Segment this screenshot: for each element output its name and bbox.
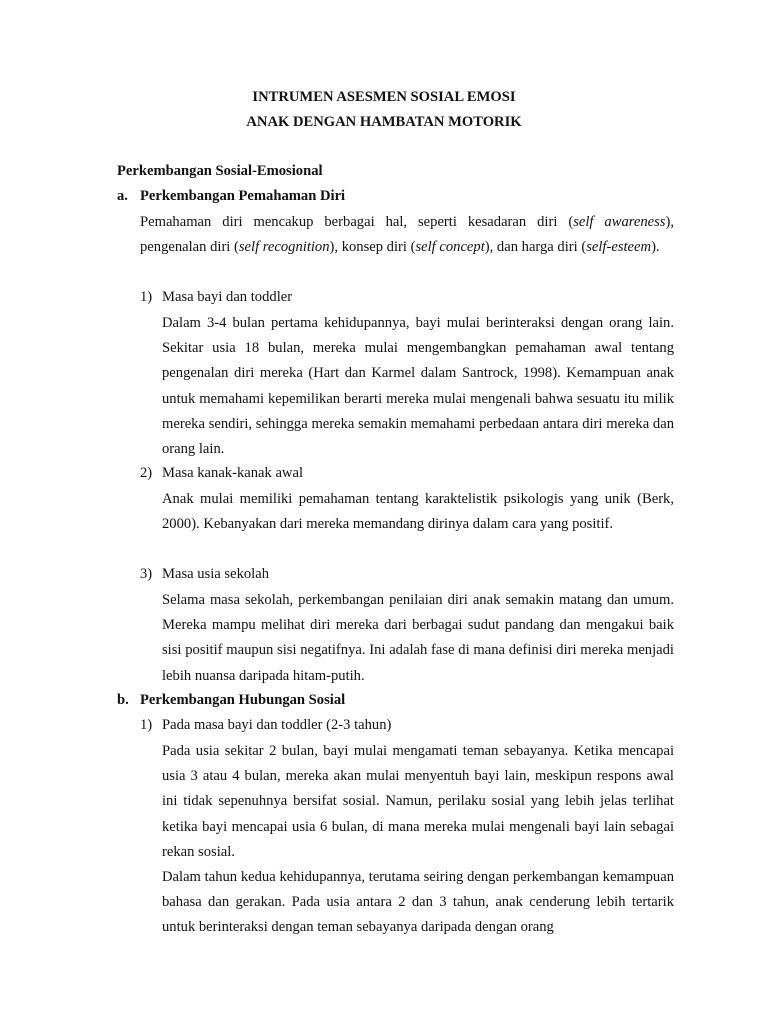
item-b1-paragraph-1: Pada usia sekitar 2 bulan, bayi mulai mengamati teman sebayanya. Ketika mencapai usia 3 atau 4 bulan, mereka akan mulai menyentuh bayi lain, meskipun respons awal ini tidak sepenuhnya bersifat sosial. Namun, perilaku sosial yang lebih jelas terlihat ketika bayi mencapai usia 6 bulan, di mana mereka mulai mengenali bayi lain sebagai rekan sosial. [162, 743, 674, 860]
part-b-heading: Perkembangan Hubungan Sosial [140, 692, 346, 708]
item-a2-title: Masa kanak-kanak awal [162, 465, 304, 481]
item-a2-paragraph: Anak mulai memiliki pemahaman tentang karaktelistik psikologis yang unik (Berk, 2000). Kebanyakan dari mereka memandang dirinya dalam cara yang positif. [162, 491, 674, 533]
item-a3-paragraph: Selama masa sekolah, perkembangan penilaian diri anak semakin matang dan umum. Mereka mampu melihat diri mereka dari berbagai sudut pandang dan mengakui baik sisi positif maupun sisi negatifnya. Ini adalah fase di mana definisi diri mereka menjadi lebih nuansa daripada hitam-putih. [162, 592, 674, 684]
item-a3-title: Masa usia sekolah [162, 566, 269, 582]
part-b-marker: b. [117, 692, 129, 708]
item-a3-number: 3) [140, 566, 153, 582]
item-b1-title: Pada masa bayi dan toddler (2-3 tahun) [162, 717, 392, 733]
document-title-line-2: ANAK DENGAN HAMBATAN MOTORIK [246, 114, 522, 130]
part-a-heading: Perkembangan Pemahaman Diri [140, 188, 346, 204]
item-a1-number: 1) [140, 289, 153, 305]
item-a1-paragraph: Dalam 3-4 bulan pertama kehidupannya, bayi mulai berinteraksi dengan orang lain. Sekitar usia 18 bulan, mereka mulai mengembangkan pemahaman awal tentang pengenalan diri mereka (Hart dan Karmel dalam Santrock, 1998). Kemampuan anak untuk memahami kepemilikan berarti mereka mulai mengenali bahwa sesuatu itu milik mereka sendiri, sehingga mereka semakin memahami perbedaan antara diri mereka dan orang lain. [162, 315, 674, 458]
section-heading: Perkembangan Sosial-Emosional [117, 163, 323, 179]
part-a-intro: Pemahaman diri mencakup berbagai hal, seperti kesadaran diri (self awareness), pengenalan diri (self recognition), konsep diri (self concept), dan harga diri (self-esteem). [140, 214, 675, 256]
document-title-line-1: INTRUMEN ASESMEN SOSIAL EMOSI [252, 89, 516, 105]
item-b1-paragraph-2: Dalam tahun kedua kehidupannya, terutama seiring dengan perkembangan kemampuan bahasa dan gerakan. Pada usia antara 2 dan 3 tahun, anak cenderung lebih tertarik untuk berinteraksi dengan teman sebayanya daripada dengan orang [162, 869, 674, 936]
item-a1-title: Masa bayi dan toddler [162, 289, 293, 305]
item-a2-number: 2) [140, 465, 153, 481]
item-b1-number: 1) [140, 717, 153, 733]
part-a-marker: a. [117, 188, 128, 204]
